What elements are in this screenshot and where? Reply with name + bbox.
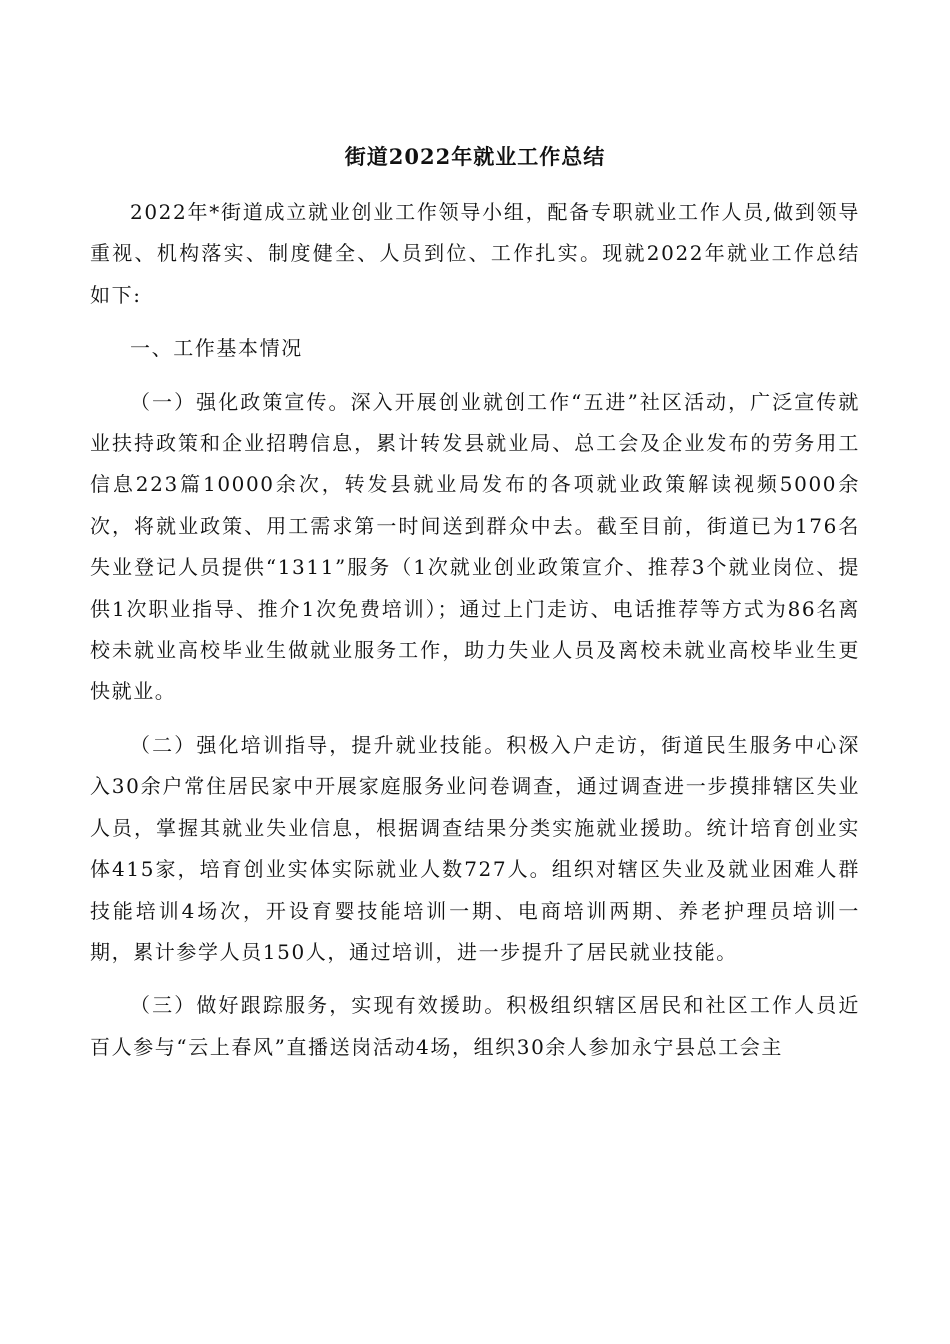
paragraph-policy-publicity: （一）强化政策宣传。深入开展创业就创工作“五进”社区活动，广泛宣传就业扶持政策和企业招聘信息，累计转发县就业局、总工会及企业发布的劳务用工信息223篇10000余次，转发县就业局发布的各项就业政策解读视频5000余次，将就业政策、用工需求第一时间送到群众中去。截至目前，街道已为176名失业登记人员提供“1311”服务（1次就业创业政策宣介、推荐3个就业岗位、提供1次职业指导、推介1次免费培训）；通过上门走访、电话推荐等方式为86名离校未就业高校毕业生做就业服务工作，助力失业人员及离校未就业高校毕业生更快就业。 [90, 389, 860, 704]
paragraph-training-guidance: （二）强化培训指导，提升就业技能。积极入户走访，街道民生服务中心深入30余户常住居民家中开展家庭服务业问卷调查，通过调查进一步摸排辖区失业人员，掌握其就业失业信息，根据调查结果分类实施就业援助。统计培育创业实体415家，培育创业实体实际就业人数727人。组织对辖区失业及就业困难人群技能培训4场次，开设育婴技能培训一期、电商培训两期、养老护理员培训一期，累计参学人员150人，通过培训，进一步提升了居民就业技能。 [90, 732, 860, 964]
paragraph-follow-up-service: （三）做好跟踪服务，实现有效援助。积极组织辖区居民和社区工作人员近百人参与“云上春风”直播送岗活动4场，组织30余人参加永宁县总工会主 [90, 993, 860, 1059]
intro-paragraph: 2022年*街道成立就业创业工作领导小组，配备专职就业工作人员,做到领导重视、机构落实、制度健全、人员到位、工作扎实。现就2022年就业工作总结如下: [90, 200, 860, 307]
section-heading-work-overview: 一、工作基本情况 [130, 336, 303, 361]
document-title: 街道2022年就业工作总结 [344, 144, 606, 169]
document-body [90, 192, 860, 1080]
